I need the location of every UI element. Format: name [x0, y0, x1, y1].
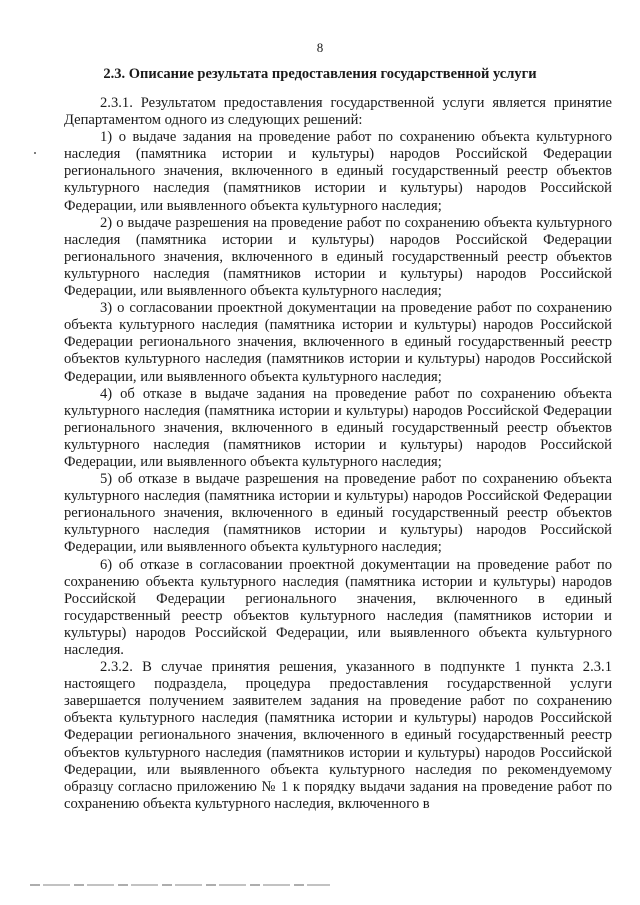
section-body	[64, 95, 612, 813]
paragraph-2-3-1: 2.3.1. Результатом предоставления государственной услуги является принятие Департаментом одного из следующих решений:	[64, 95, 612, 129]
list-item-1: 1) о выдаче задания на проведение работ по сохранению объекта культурного наследия (памятника истории и культуры) народов Российской Федерации регионального значения, включенного в единый государственный реестр объектов культурного наследия (памятников истории и культуры) народов Российской Федерации, или выявленного объекта культурного наследия;	[64, 129, 612, 214]
page-number: 8	[316, 40, 324, 55]
list-item-4: 4) об отказе в выдаче задания на проведение работ по сохранению объекта культурного наследия (памятника истории и культуры) народов Российской Федерации регионального значения, включенного в единый государственный реестр объектов культурного наследия (памятников истории и культуры) народов Российской Федерации, или выявленного объекта культурного наследия;	[64, 385, 612, 470]
paragraph-2-3-2: 2.3.2. В случае принятия решения, указанного в подпункте 1 пункта 2.3.1 настоящего подраздела, процедура предоставления государственной услуги завершается получением заявителем задания на проведение работ по сохранению объекта культурного наследия (памятника истории и культуры) народов Российской Федерации регионального значения, включенного в единый государственный реестр объектов культурного наследия (памятников истории и культуры) народов Российской Федерации, или выявленного объекта культурного наследия по рекомендуемому образцу согласно приложению № 1 к порядку выдачи задания на проведение работ по сохранению объекта культурного наследия, включенного в	[64, 659, 612, 812]
scan-dot	[34, 152, 36, 154]
list-item-3: 3) о согласовании проектной документации на проведение работ по сохранению объекта культурного наследия (памятника истории и культуры) народов Российской Федерации регионального значения, включенного в единый государственный реестр объектов культурного наследия (памятников истории и культуры) народов Российской Федерации, или выявленного объекта культурного наследия;	[64, 300, 612, 385]
section-heading: 2.3. Описание результата предоставления государственной услуги	[103, 66, 537, 82]
scan-artifact-line	[30, 884, 330, 886]
list-item-2: 2) о выдаче разрешения на проведение работ по сохранению объекта культурного наследия (памятника истории и культуры) народов Российской Федерации регионального значения, включенного в единый государственный реестр объектов культурного наследия (памятников истории и культуры) народов Российской Федерации, или выявленного объекта культурного наследия;	[64, 214, 612, 300]
list-item-5: 5) об отказе в выдаче разрешения на проведение работ по сохранению объекта культурного наследия (памятника истории и культуры) народов Российской Федерации регионального значения, включенного в единый государственный реестр объектов культурного наследия (памятников истории и культуры) народов Российской Федерации, или выявленного объекта культурного наследия;	[64, 471, 612, 556]
list-item-6: 6) об отказе в согласовании проектной документации на проведение работ по сохранению объекта культурного наследия (памятника истории и культуры) народов Российской Федерации регионального значения, включенного в единый государственный реестр объектов культурного наследия (памятников истории и культуры) народов Российской Федерации, или выявленного объекта культурного наследия.	[64, 556, 612, 658]
